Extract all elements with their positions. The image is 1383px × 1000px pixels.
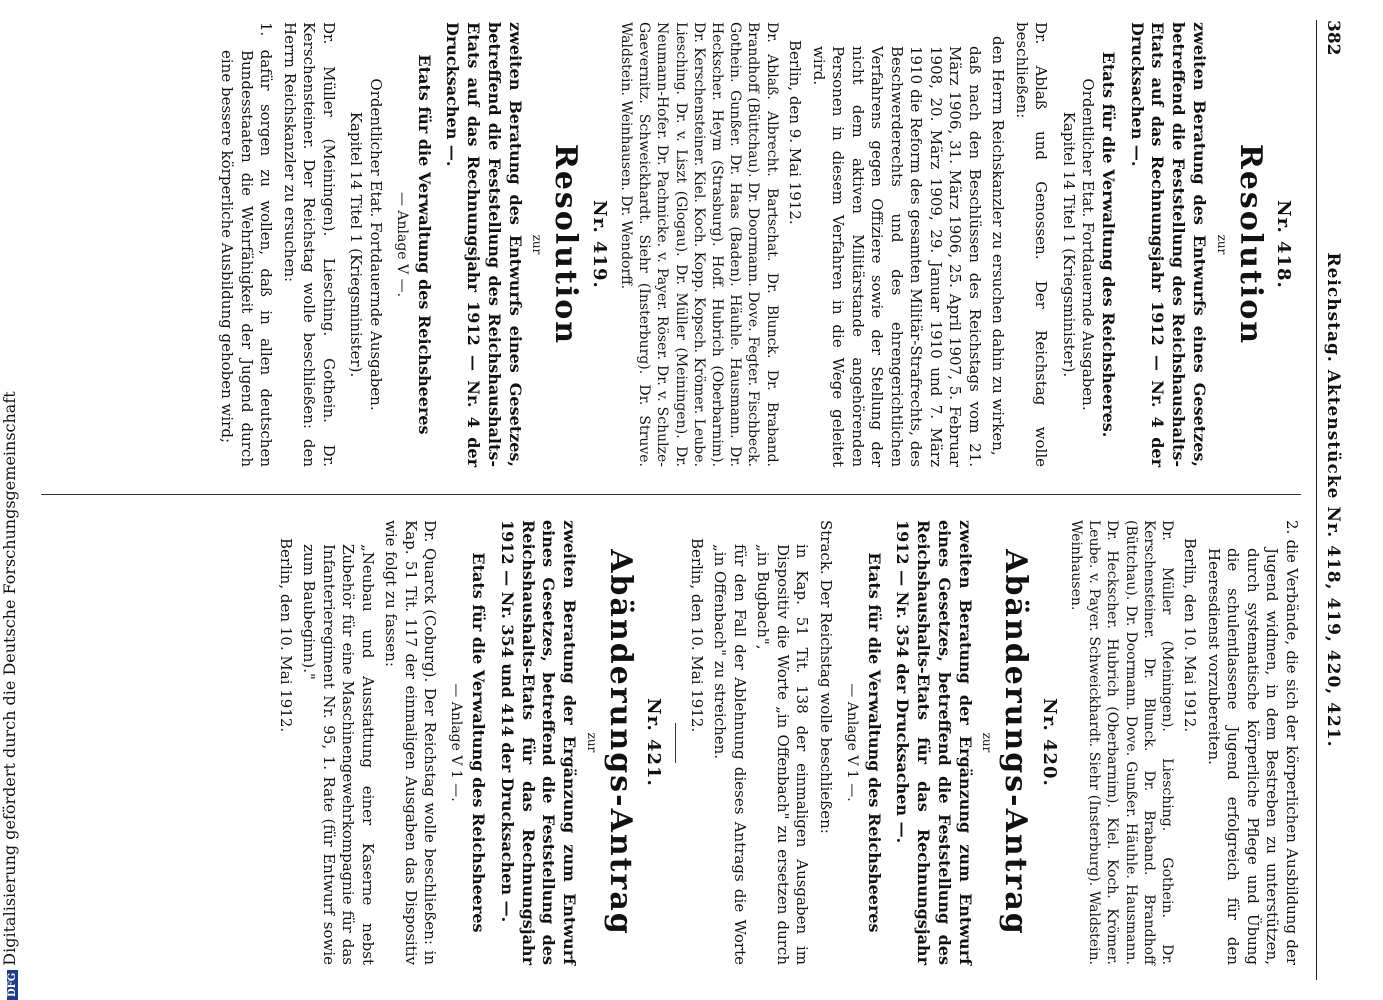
document-419 [217,22,611,467]
zur-label: zur [1214,234,1229,255]
dfg-logo: DFG [7,970,18,1000]
motion-item-1: 1. dafür sorgen zu wollen, daß in allen deutschen Bundesstaaten die Wehrfähigkeit der Jugend durch eine bessere körperliche Ausbildung gehoben wird; [218,22,276,467]
etat-heading: Etats für die Verwaltung des Reichsheeres [414,54,434,435]
document-420 [686,520,1061,965]
motion-text-2: den Herrn Reichskanzler zu ersuchen dahin zu wirken, [989,36,1008,456]
anlage-label: — Anlage V 1 —. [448,683,465,802]
place-date: Berlin, den 10. Mai 1912. [687,538,706,733]
motion-text: Strack. Der Reichstag wolle beschließen: [816,520,835,834]
running-head [1316,20,1343,980]
signers: Dr. Ablaß. Albrecht. Bartschat. Dr. Blunck. Dr. Braband. Brandhoff (Büttchau). Dr. Doormann. Dove. Fegter. Fischbeck. Gothein. Gunßer. Dr. Haas (Baden). Häuhle. Hausmann. Dr. Heckscher. Heym (Strasburg). Hoff. Hubrich (Oberbarnim). Dr. Kerschensteiner. Kiel. Koch. Kopp. Kopsch. Krömer. Leube. Liesching. Dr. v. Liszt (Glogau). Dr. Müller (Meiningen). Dr. Neumann-Hofer. Dr. Pachnicke. v. Payer. Röser. Dr. v. Schulze-Gaevernitz. Schweickhardt. Siehr (Insterburg). Dr. Struve. Waldstein. Weinhausen. Dr. Wendorff. [618,22,780,467]
page-number: 382 [1323,20,1343,56]
motion-text: Dr. Müller (Meiningen). Liesching. Gothein. Dr. Kerschensteiner. Der Reichstag wolle beschließen: den Herrn Reichskanzler zu ersuchen: [280,22,338,467]
right-column [271,520,1301,965]
motion-text: Dr. Ablaß und Genossen. Der Reichstag wolle beschließen: [1012,22,1051,467]
document-number: Nr. 419. [588,200,610,289]
document-419-continued [1067,520,1301,965]
etat-heading: Etats für die Verwaltung des Reichsheeres [469,552,489,933]
column-divider [41,494,1301,495]
document-421 [275,520,665,965]
document-number: Nr. 421. [643,698,665,787]
document-title: Abänderungs-Antrag [998,549,1034,936]
place-date: Berlin, den 10. Mai 1912. [276,538,295,733]
zur-label: zur [584,732,599,753]
credit-text: Digitalisierung gefördert durch die Deutsche Forschungsgemeinschaft [0,391,19,966]
running-title: Reichstag. Aktenstücke Nr. 418, 419, 420, 421. [1323,252,1343,748]
document-intro: zweiten Beratung der Ergänzung zum Entwurf eines Gesetzes, betreffend die Feststellung des Reichshaushalts-Etats für das Rechnungsjahr 1912 — Nr. 354 der Drucksachen —. [893,520,975,965]
etat-chapter: Kapitel 14 Titel 1 (Kriegsminister). [1059,111,1078,378]
document-418 [617,22,1295,467]
zur-label: zur [530,234,545,255]
section-rule [675,723,676,763]
etat-subheading: Ordentlicher Etat. Fortdauernde Ausgaben. [366,78,385,411]
document-intro: zweiten Beratung des Entwurfs eines Gesetzes, betreffend die Feststellung des Reichshaushalts-Etats auf das Rechnungsjahr 1912 — Nr. 4 der Drucksachen —. [443,22,525,467]
motion-body-2: für den Fall der Ablehnung dieses Antrags die Worte „in Offenbach" zu streichen. [711,544,749,965]
document-intro: zweiten Beratung des Entwurfs eines Gesetzes, betreffend die Feststellung des Reichshaushalts-Etats auf das Rechnungsjahr 1912 — Nr. 4 der Drucksachen —. [1127,22,1210,467]
digitization-credit [0,0,19,1000]
document-intro: zweiten Beratung der Ergänzung zum Entwurf eines Gesetzes, betreffend die Feststellung des Reichshaushalts-Etats für das Rechnungsjahr 1912 — Nr. 354 und 414 der Drucksachen —. [497,520,580,965]
anlage-label: — Anlage V —. [393,191,410,298]
etat-subheading: Ordentlicher Etat. Fortdauernde Ausgaben. [1079,78,1098,411]
motion-body: „Neubau und Ausstattung einer Kaserne nebst Zubehör für eine Maschinengewehrkompagnie für das Infanterieregiment Nr. 95, 1. Rate (für Entwurf sowie zum Baubeginn)." [300,544,377,965]
etat-chapter: Kapitel 14 Titel 1 (Kriegsminister). [347,111,366,378]
document-number: Nr. 418. [1273,200,1294,289]
motion-body: in Kap. 51 Tit. 138 der einmaligen Ausgaben im Dispositiv die Worte „in Offenbach" zu ersetzen durch „in Bugbach", [754,544,812,965]
document-title: Abänderungs-Antrag [602,549,638,936]
motion-item-2: 2. die Verbände, die sich der körperlichen Ausbildung der Jugend widmen, in dem Bestreben zu unterstützen, durch systematische körperliche Pflege und Übung die schulentlassene Jugend erfolgreich für den Heeresdienst vorzubereiten. [1205,520,1301,965]
left-column [213,22,1301,467]
motion-body: daß nach den Beschlüssen des Reichstags vom 21. März 1906, 31. März 1906, 25. April 1907, 5. Februar 1908, 20. März 1909, 29. Januar 1910 und 7. März 1910 die Reform des gesamten Militär-Strafrechts, des Beschwerderechts und des ehrengerichtlichen Verfahrens gegen Offiziere sowie der Stellung der nicht dem aktiven Militärstande angehörenden Personen in diesem Verfahren in die Wege geleitet wird. [809,46,984,467]
place-date: Berlin, den 9. Mai 1912. [786,40,805,225]
motion-text: Dr. Quarck (Coburg). Der Reichstag wolle beschließen: in Kap. 51 Tit. 117 der einmaligen Ausgaben das Dispositiv wie folgt zu fassen: [382,520,440,965]
etat-heading: Etats für die Verwaltung des Reichsheeres. [1098,51,1118,438]
signers: Dr. Müller (Meiningen). Liesching. Gothein. Dr. Kerschensteiner. Dr. Blunck. Dr. Braband. Brandhoff (Büttchau). Dr. Doormann. Dove. Gunßer. Häuhle. Hausmann. Dr. Heckscher. Hubrich (Oberbarnim). Kiel. Koch. Krömer. Leube. v. Payer. Schweickhardt. Siehr (Insterburg). Waldstein. Weinhausen. [1068,520,1175,965]
place-date: Berlin, den 10. Mai 1912. [1181,538,1200,733]
document-title: Resolution [1232,143,1268,346]
document-title: Resolution [548,143,584,346]
anlage-label: — Anlage V 1 —. [843,683,860,802]
zur-label: zur [980,732,995,753]
document-number: Nr. 420. [1038,698,1060,787]
etat-heading: Etats für die Verwaltung des Reichsheeres [864,552,884,933]
